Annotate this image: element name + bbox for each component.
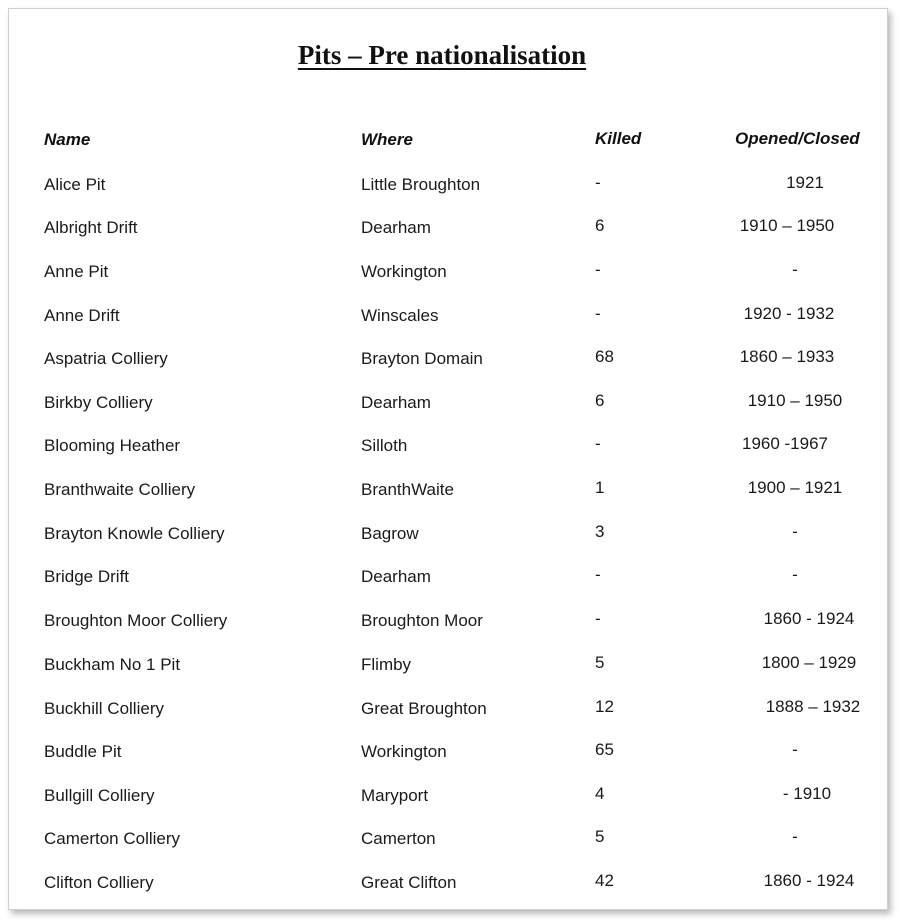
pit-opened-closed: 1860 – 1933: [739, 347, 835, 366]
pit-opened-closed: 1910 – 1950: [747, 391, 843, 410]
pit-location: Dearham: [361, 218, 431, 237]
pit-name: Broughton Moor Colliery: [44, 611, 228, 630]
pit-location: Winscales: [361, 306, 439, 325]
pit-location: Workington: [361, 262, 447, 281]
pit-location: Little Broughton: [361, 175, 481, 194]
header-opened-closed: Opened/Closed: [735, 129, 860, 148]
pit-opened-closed: 1860 - 1924: [763, 609, 855, 628]
pit-name: Branthwaite Colliery: [44, 480, 196, 499]
pit-name: Buckhill Colliery: [44, 699, 164, 718]
pit-name: Bullgill Colliery: [44, 786, 155, 805]
pit-opened-closed: -: [792, 827, 798, 846]
header-name: Name: [44, 130, 91, 149]
pit-opened-closed: 1888 – 1932: [765, 697, 861, 716]
pit-name: Albright Drift: [44, 218, 138, 237]
pit-killed: 12: [595, 697, 614, 716]
pit-location: Silloth: [361, 436, 408, 455]
pit-killed: 3: [595, 522, 605, 541]
pit-location: Workington: [361, 742, 447, 761]
pit-killed: -: [595, 304, 601, 323]
pit-name: Clifton Colliery: [44, 873, 154, 892]
pit-killed: 68: [595, 347, 614, 366]
pit-opened-closed: -: [792, 260, 798, 279]
pit-killed: 5: [595, 653, 605, 672]
pit-opened-closed: 1900 – 1921: [747, 478, 843, 497]
pit-name: Bridge Drift: [44, 567, 130, 586]
pit-name: Anne Pit: [44, 262, 109, 281]
pit-killed: 6: [595, 216, 605, 235]
pit-location: Flimby: [361, 655, 412, 674]
pit-killed: 1: [595, 478, 605, 497]
pit-killed: 5: [595, 827, 605, 846]
pit-killed: 6: [595, 391, 605, 410]
pit-killed: 42: [595, 871, 614, 890]
pit-opened-closed: -: [792, 740, 798, 759]
pit-killed: -: [595, 173, 601, 192]
pit-killed: -: [595, 260, 601, 279]
pit-opened-closed: 1800 – 1929: [761, 653, 857, 672]
pit-name: Blooming Heather: [44, 436, 181, 455]
pit-location: Great Broughton: [361, 699, 487, 718]
pit-killed: -: [595, 609, 601, 628]
pit-opened-closed: - 1910: [782, 784, 832, 803]
pit-opened-closed: 1960 -1967: [741, 434, 829, 453]
pit-name: Anne Drift: [44, 306, 120, 325]
pit-location: Bagrow: [361, 524, 419, 543]
pit-name: Birkby Colliery: [44, 393, 153, 412]
header-where: Where: [361, 130, 413, 149]
pit-name: Buckham No 1 Pit: [44, 655, 181, 674]
pit-killed: 4: [595, 784, 605, 803]
pit-location: Great Clifton: [361, 873, 457, 892]
pit-location: Maryport: [361, 786, 429, 805]
pit-location: Camerton: [361, 829, 436, 848]
pit-killed: -: [595, 434, 601, 453]
page-title: Pits – Pre nationalisation: [297, 40, 587, 70]
pit-location: Dearham: [361, 567, 431, 586]
pit-name: Buddle Pit: [44, 742, 122, 761]
pit-location: Broughton Moor: [361, 611, 483, 630]
pit-name: Aspatria Colliery: [44, 349, 168, 368]
header-killed: Killed: [595, 129, 642, 148]
pit-name: Camerton Colliery: [44, 829, 181, 848]
pit-opened-closed: 1921: [786, 173, 824, 192]
pit-name: Alice Pit: [44, 175, 106, 194]
pit-killed: -: [595, 565, 601, 584]
pit-location: Dearham: [361, 393, 431, 412]
pit-location: Brayton Domain: [361, 349, 483, 368]
pit-killed: 65: [595, 740, 614, 759]
pit-opened-closed: 1920 - 1932: [743, 304, 835, 323]
pit-opened-closed: 1860 - 1924: [763, 871, 855, 890]
pit-opened-closed: -: [792, 522, 798, 541]
pit-opened-closed: -: [792, 565, 798, 584]
pit-location: BranthWaite: [361, 480, 454, 499]
pit-opened-closed: 1910 – 1950: [739, 216, 835, 235]
pit-name: Brayton Knowle Colliery: [44, 524, 225, 543]
